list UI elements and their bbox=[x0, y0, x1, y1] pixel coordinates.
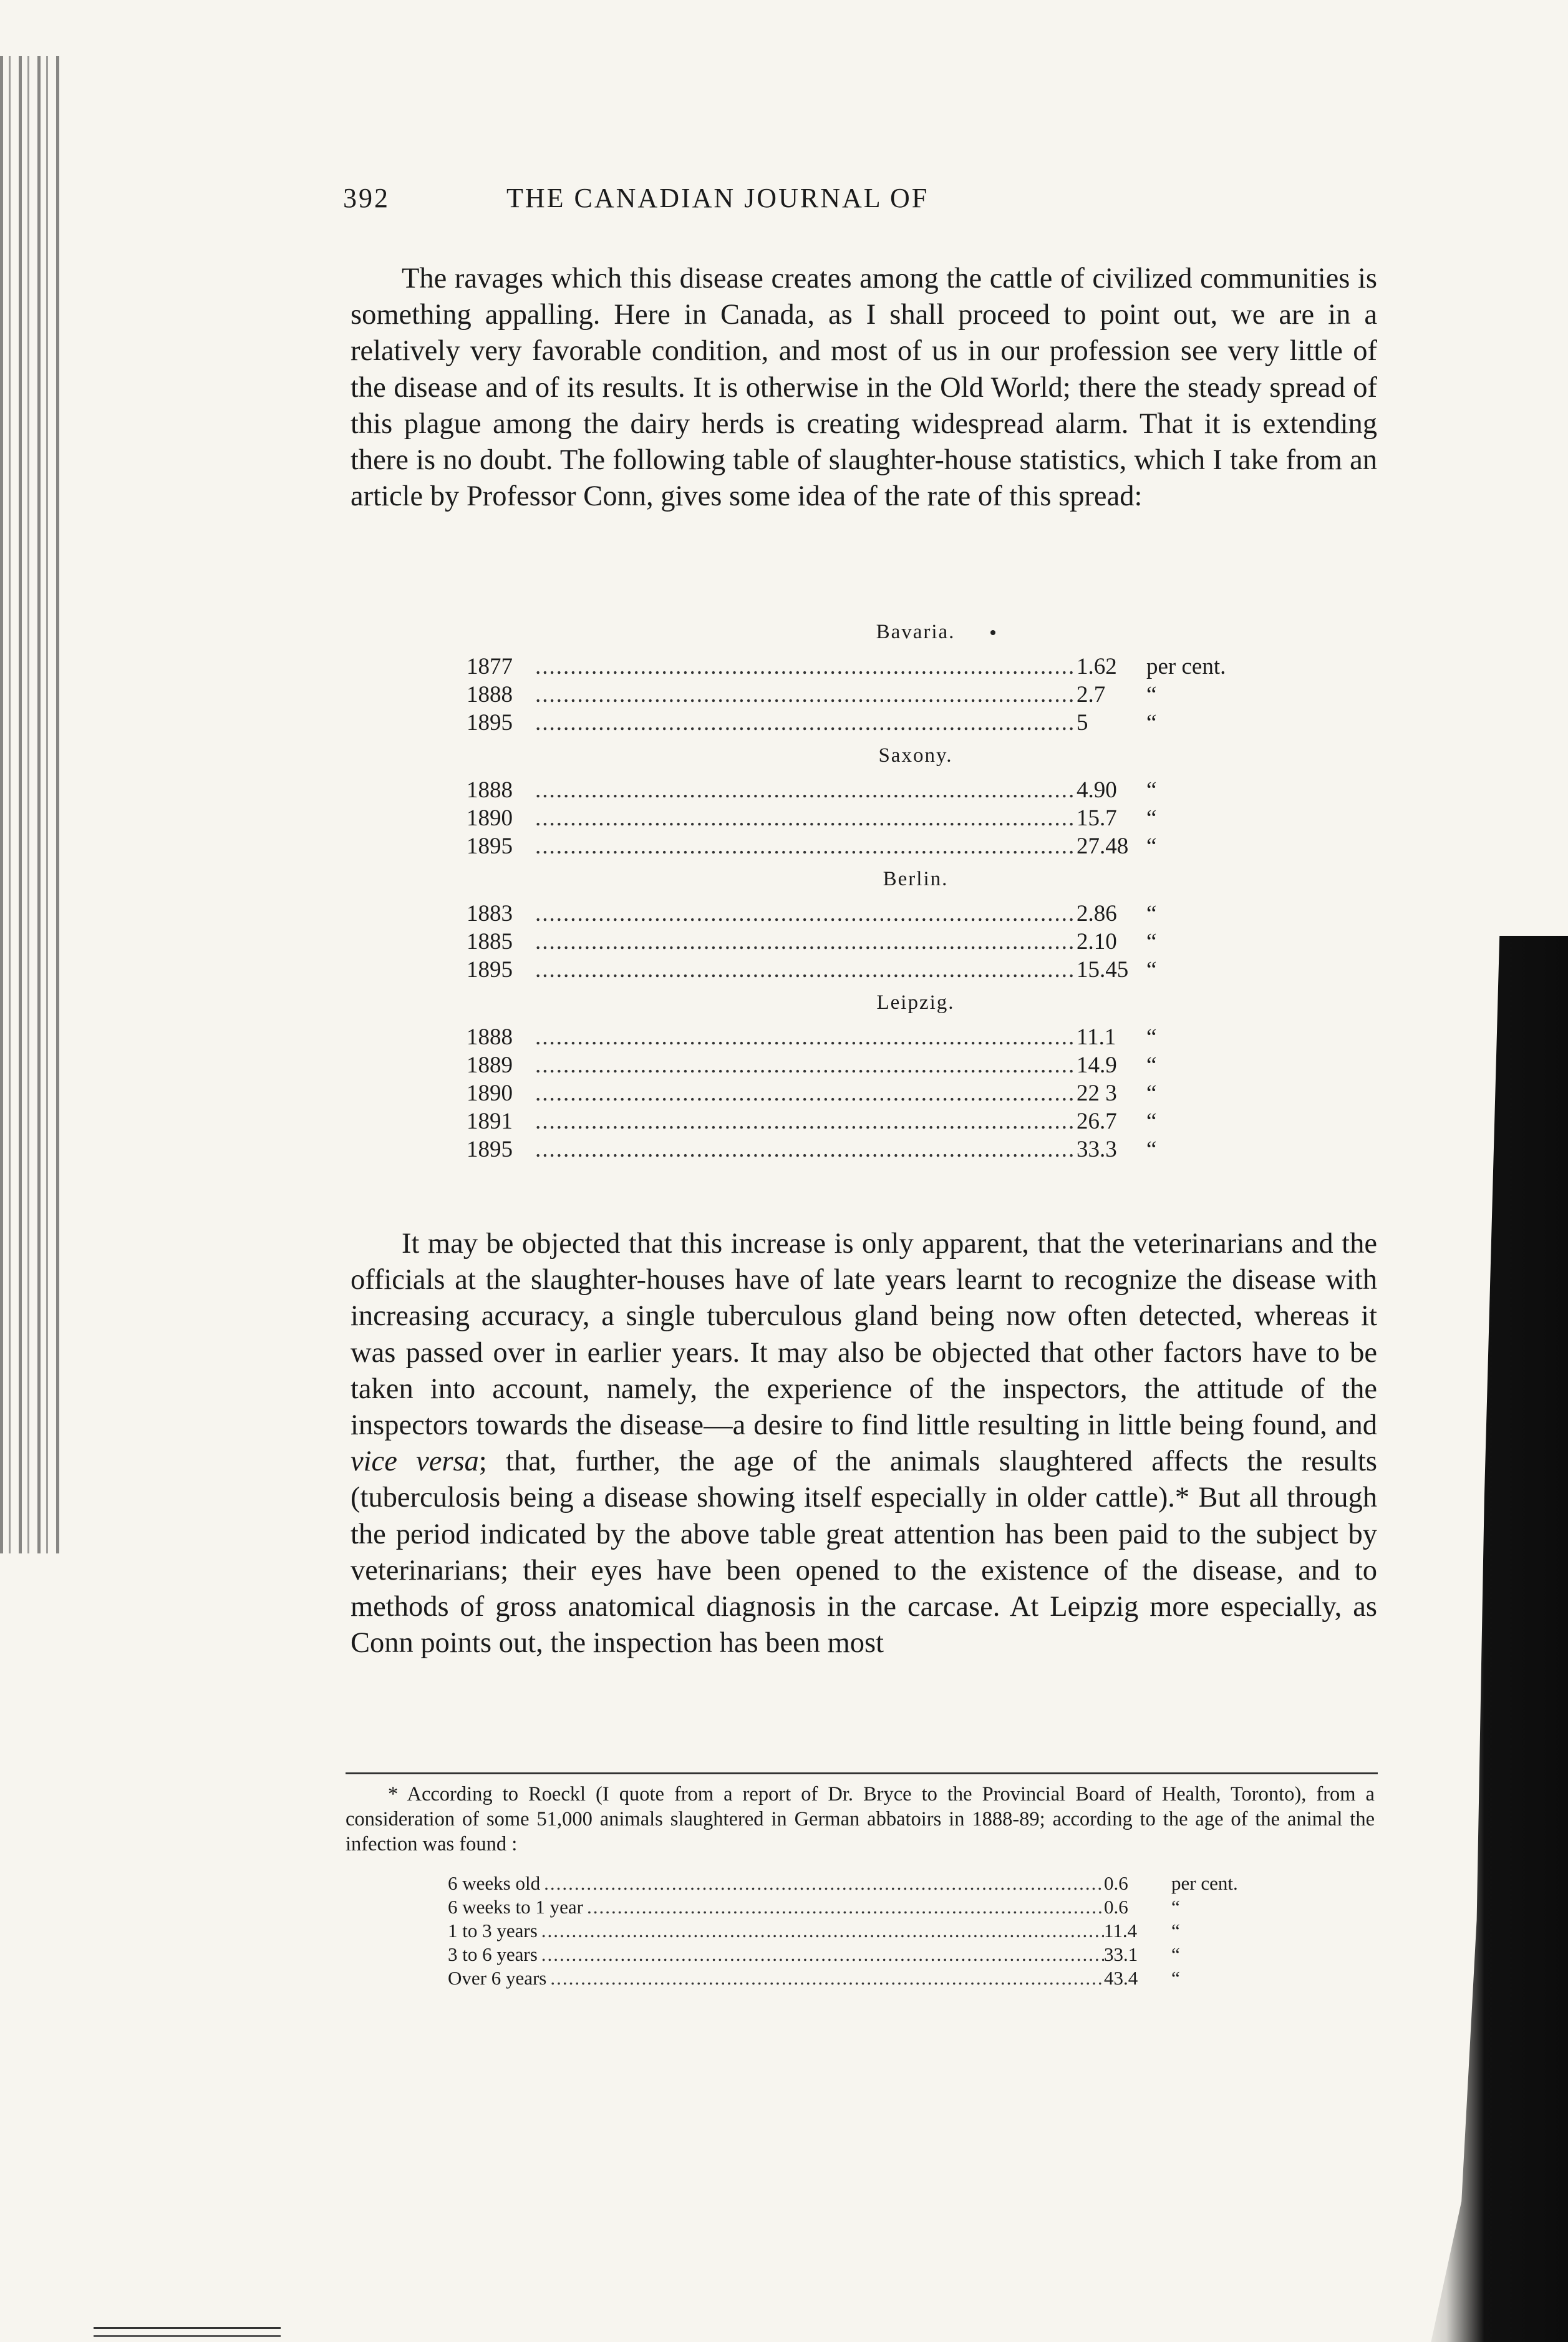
value-cell: 1.62 bbox=[1077, 654, 1117, 679]
table-row bbox=[467, 776, 1290, 804]
table-row bbox=[467, 928, 1290, 956]
table-row bbox=[448, 1919, 1296, 1943]
journal-title: THE CANADIAN JOURNAL OF bbox=[506, 183, 929, 213]
dot-leader bbox=[535, 1023, 1077, 1051]
table-row bbox=[467, 1107, 1290, 1135]
running-head bbox=[343, 182, 1403, 226]
year-cell: 1888 bbox=[467, 682, 513, 707]
dot-leader bbox=[535, 709, 1077, 737]
dot-leader bbox=[535, 1051, 1077, 1079]
table-row bbox=[448, 1872, 1296, 1895]
region-heading: Berlin. bbox=[883, 868, 949, 890]
age-label-cell: 3 to 6 years bbox=[448, 1943, 538, 1965]
table-row bbox=[467, 1023, 1290, 1051]
unit-cell: “ bbox=[1171, 1920, 1180, 1941]
table-row bbox=[467, 1079, 1290, 1107]
unit-cell: “ bbox=[1146, 682, 1157, 707]
age-label-cell: 6 weeks to 1 year bbox=[448, 1896, 583, 1918]
value-cell: 2.10 bbox=[1077, 929, 1117, 955]
table-row bbox=[467, 956, 1290, 984]
paragraph-text-end: ; that, further, the age of the animals slaughtered affects the results (tuberculosis being a disease showing itself especially in older cattle).* But all through the period indicated by the above table great attention has been paid to the subject by veterinarians; their eyes have been opened to the existence of the disease, and to methods of gross anatomical diagnosis in the carcase. At Leipzig more especially, as Conn points out, the inspection has been most bbox=[351, 1446, 1377, 1659]
dot-leader bbox=[535, 804, 1077, 832]
dot-leader bbox=[535, 1107, 1077, 1135]
value-cell: 5 bbox=[1077, 710, 1088, 736]
unit-cell: per cent. bbox=[1146, 654, 1226, 679]
footnote-text: * According to Roeckl (I quote from a report of Dr. Bryce to the Provincial Board of Health, Toronto), from a consideration of some 51,000 animals slaughtered in German abbatoirs in 1888-89; according to the age of the animal the infection was found : bbox=[346, 1783, 1375, 1855]
year-cell: 1895 bbox=[467, 710, 513, 736]
dot-leader bbox=[535, 832, 1077, 860]
year-cell: 1895 bbox=[467, 1137, 513, 1162]
value-cell: 14.9 bbox=[1077, 1052, 1117, 1078]
footnote-divider bbox=[346, 1772, 1378, 1774]
table-row bbox=[467, 653, 1290, 681]
region-heading: Bavaria. bbox=[876, 621, 956, 643]
footnote bbox=[346, 1782, 1375, 1857]
value-cell: 15.45 bbox=[1077, 957, 1129, 983]
unit-cell: “ bbox=[1146, 901, 1157, 926]
dot-leader bbox=[550, 1966, 1104, 1990]
year-cell: 1890 bbox=[467, 805, 513, 831]
table-row bbox=[467, 804, 1290, 832]
italic-phrase: vice versa bbox=[351, 1446, 479, 1478]
table-row bbox=[467, 900, 1290, 928]
table-row bbox=[467, 1051, 1290, 1079]
table-row bbox=[448, 1943, 1296, 1966]
table-row bbox=[448, 1966, 1296, 1990]
unit-cell: “ bbox=[1171, 1943, 1180, 1965]
value-cell: 2.86 bbox=[1077, 901, 1117, 926]
dot-leader bbox=[535, 681, 1077, 709]
body-paragraph-2 bbox=[351, 1226, 1377, 1661]
dot-leader bbox=[535, 1135, 1077, 1164]
unit-cell: “ bbox=[1146, 710, 1157, 736]
year-cell: 1877 bbox=[467, 654, 513, 679]
table-row bbox=[467, 709, 1290, 737]
dot-leader bbox=[541, 1919, 1104, 1943]
year-cell: 1890 bbox=[467, 1081, 513, 1106]
year-cell: 1888 bbox=[467, 1024, 513, 1050]
unit-cell: “ bbox=[1146, 777, 1157, 803]
age-label-cell: 1 to 3 years bbox=[448, 1920, 538, 1941]
region-heading: Leipzig. bbox=[876, 991, 955, 1014]
dot-leader bbox=[535, 900, 1077, 928]
value-cell: 15.7 bbox=[1077, 805, 1117, 831]
slaughterhouse-statistics-table bbox=[467, 613, 1290, 1164]
unit-cell: “ bbox=[1146, 833, 1157, 859]
value-cell: 0.6 bbox=[1104, 1872, 1128, 1894]
unit-cell: “ bbox=[1146, 957, 1157, 983]
table-row bbox=[467, 1135, 1290, 1164]
year-cell: 1885 bbox=[467, 929, 513, 955]
body-paragraph-1 bbox=[351, 261, 1377, 515]
value-cell: 33.1 bbox=[1104, 1943, 1138, 1965]
paragraph-text-start: It may be objected that this increase is only apparent, that the veterinarians and the officials at the slaughter-houses have of late years learnt to recognize the disease with increasing accuracy, a single tuberculous gland being now often detected, whereas it was passed over in earlier years. It may also be objected that other factors have to be taken into account, namely, the experience of the inspectors, the attitude of the inspectors towards the disease—a desire to find little resulting in little being found, and bbox=[351, 1228, 1377, 1442]
bottom-rule bbox=[94, 2327, 281, 2337]
dot-leader bbox=[535, 956, 1077, 984]
page-edge-shadow bbox=[1416, 936, 1568, 2342]
paragraph-text bbox=[351, 1226, 1377, 1661]
value-cell: 22 3 bbox=[1077, 1081, 1117, 1106]
dot-leader bbox=[535, 653, 1077, 681]
value-cell: 0.6 bbox=[1104, 1896, 1128, 1918]
year-cell: 1891 bbox=[467, 1109, 513, 1134]
unit-cell: “ bbox=[1146, 1081, 1157, 1106]
dot-leader bbox=[535, 1079, 1077, 1107]
dot-leader bbox=[535, 776, 1077, 804]
age-label-cell: Over 6 years bbox=[448, 1967, 547, 1989]
table-row bbox=[467, 681, 1290, 709]
paragraph-text: The ravages which this disease creates among the cattle of civilized communities is something appalling. Here in Canada, as I shall proceed to point out, we are in a relatively very favorable condition, and most of us in our profession see very little of the disease and of its results. It is otherwise in the Old World; there the steady spread of this plague among the dairy herds is creating widespread alarm. That it is extending there is no doubt. The following table of slaughter-house statistics, which I take from an article by Professor Conn, gives some idea of the rate of this spread: bbox=[351, 263, 1377, 513]
value-cell: 27.48 bbox=[1077, 833, 1129, 859]
value-cell: 11.4 bbox=[1104, 1920, 1138, 1941]
value-cell: 33.3 bbox=[1077, 1137, 1117, 1162]
dot-leader bbox=[541, 1943, 1104, 1966]
unit-cell: “ bbox=[1146, 1109, 1157, 1134]
year-cell: 1883 bbox=[467, 901, 513, 926]
value-cell: 11.1 bbox=[1077, 1024, 1116, 1050]
age-label-cell: 6 weeks old bbox=[448, 1872, 541, 1894]
table-row bbox=[448, 1895, 1296, 1919]
value-cell: 26.7 bbox=[1077, 1109, 1117, 1134]
table-row bbox=[467, 832, 1290, 860]
unit-cell: “ bbox=[1146, 1137, 1157, 1162]
unit-cell: “ bbox=[1171, 1896, 1180, 1918]
year-cell: 1895 bbox=[467, 957, 513, 983]
year-cell: 1889 bbox=[467, 1052, 513, 1078]
dot-leader bbox=[535, 928, 1077, 956]
unit-cell: “ bbox=[1171, 1967, 1180, 1989]
value-cell: 2.7 bbox=[1077, 682, 1106, 707]
dot-leader bbox=[587, 1895, 1104, 1919]
value-cell: 43.4 bbox=[1104, 1967, 1138, 1989]
year-cell: 1895 bbox=[467, 833, 513, 859]
unit-cell: “ bbox=[1146, 805, 1157, 831]
dot-leader bbox=[544, 1872, 1104, 1895]
page-number: 392 bbox=[343, 183, 390, 213]
year-cell: 1888 bbox=[467, 777, 513, 803]
value-cell: 4.90 bbox=[1077, 777, 1117, 803]
footnote-age-table bbox=[448, 1872, 1296, 1990]
region-heading: Saxony. bbox=[878, 744, 953, 767]
binding-gutter-shadow bbox=[0, 56, 62, 1553]
unit-cell: “ bbox=[1146, 1052, 1157, 1078]
unit-cell: “ bbox=[1146, 1024, 1157, 1050]
unit-cell: “ bbox=[1146, 929, 1157, 955]
unit-cell: per cent. bbox=[1171, 1872, 1238, 1894]
